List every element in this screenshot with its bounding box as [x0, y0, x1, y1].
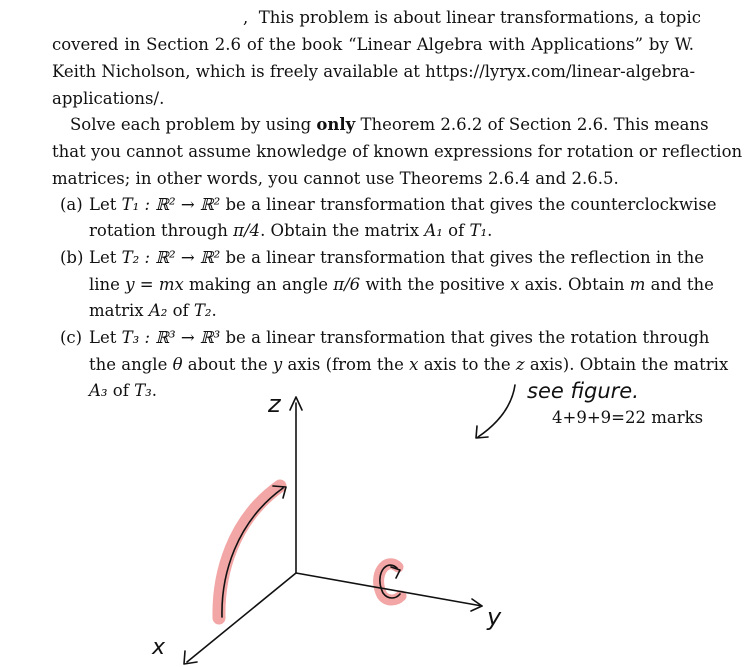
part-b-symbol: T₂ : ℝ² → ℝ² — [121, 248, 221, 267]
part-c-z: z — [515, 355, 525, 374]
intro-line-2: covered in Section 2.6 of the book “Linear Algebra with Applications” by W. — [52, 35, 694, 54]
part-a-matrix: A₁ — [424, 221, 443, 240]
intro-line-3: Keith Nicholson, which is freely available at https://lyryx.com/linear-algebra- — [52, 62, 696, 81]
part-b-post: with the positive — [365, 275, 505, 294]
part-b-label: (b) — [60, 248, 84, 267]
part-c-to: axis to the — [423, 355, 511, 374]
part-c-matrix: A₃ — [89, 381, 108, 400]
rotation-highlight — [219, 486, 280, 618]
part-a-mid: . Obtain the matrix — [260, 221, 420, 240]
part-c-mid: about the — [187, 355, 268, 374]
part-b-pre: line — [89, 275, 120, 294]
axis-z-label: z — [268, 390, 281, 418]
part-a-end: . — [487, 221, 493, 240]
part-b-matrix: A₂ — [148, 301, 168, 320]
part-a-let: Let — [89, 195, 117, 214]
part-b-transform: T₂ — [193, 301, 212, 320]
see-figure-note: see figure. — [527, 379, 639, 403]
part-b-line-1-rest: be a linear transformation that gives the reflection in the — [225, 248, 705, 267]
part-b-let: Let — [89, 248, 117, 267]
x-axis-line — [187, 573, 296, 662]
instructions-pre: Solve each problem by using — [70, 115, 312, 134]
instructions-post: Theorem 2.6.2 of Section 2.6. This means — [360, 115, 709, 134]
part-a-label: (a) — [60, 195, 83, 214]
part-b-angle: π/6 — [333, 275, 361, 294]
part-b-and: and the — [650, 275, 714, 294]
axis-y-label: y — [487, 603, 502, 631]
part-a-of: of — [448, 221, 465, 240]
part-a-pre: rotation through — [89, 221, 228, 240]
part-c-transform: T₃ — [134, 381, 152, 400]
part-c-y: y — [272, 355, 283, 374]
part-c-line-1-rest: be a linear transformation that gives the rotation through — [225, 328, 710, 347]
part-a-angle: π/4 — [233, 221, 261, 240]
marks-total: 4+9+9=22 marks — [552, 408, 704, 427]
intro-mark: , — [243, 8, 249, 27]
part-c-post: axis (from the — [287, 355, 404, 374]
part-b-mid: making an angle — [189, 275, 329, 294]
part-c-of: of — [112, 381, 129, 400]
part-b-line-eq: y = mx — [125, 275, 184, 294]
part-c-pre: the angle — [89, 355, 168, 374]
instructions-line-2: that you cannot assume knowledge of known expressions for rotation or reflection — [52, 142, 743, 161]
axis-x-label: x — [152, 635, 166, 660]
intro-line-1-text: This problem is about linear transformations, a topic — [258, 8, 702, 27]
part-c-label: (c) — [60, 328, 83, 347]
part-a-transform: T₁ — [469, 221, 488, 240]
part-a-line-1-rest: be a linear transformation that gives the counterclockwise — [225, 195, 717, 214]
part-b-of: of — [172, 301, 189, 320]
part-c-line-3-end: . — [151, 381, 157, 400]
part-c-symbol: T₃ : ℝ³ → ℝ³ — [121, 328, 221, 347]
instructions-bold: only — [316, 115, 356, 134]
part-c-let: Let — [89, 328, 117, 347]
x-axis-arrowhead — [184, 651, 197, 664]
part-c-end: axis). Obtain the matrix — [529, 355, 729, 374]
part-b-x: x — [510, 275, 520, 294]
instructions-line-3: matrices; in other words, you cannot use Theorems 2.6.4 and 2.6.5. — [52, 169, 619, 188]
pointer-arrow-line — [478, 385, 515, 437]
part-a-symbol: T₁ : ℝ² → ℝ² — [121, 195, 221, 214]
part-c-x: x — [409, 355, 419, 374]
intro-line-4: applications/. — [52, 89, 165, 108]
part-b-end: axis. Obtain — [524, 275, 625, 294]
part-b-line-3-pre: matrix — [89, 301, 144, 320]
part-b-m: m — [629, 275, 646, 294]
part-b-line-3-end: . — [211, 301, 217, 320]
part-c-theta: θ — [172, 355, 183, 374]
